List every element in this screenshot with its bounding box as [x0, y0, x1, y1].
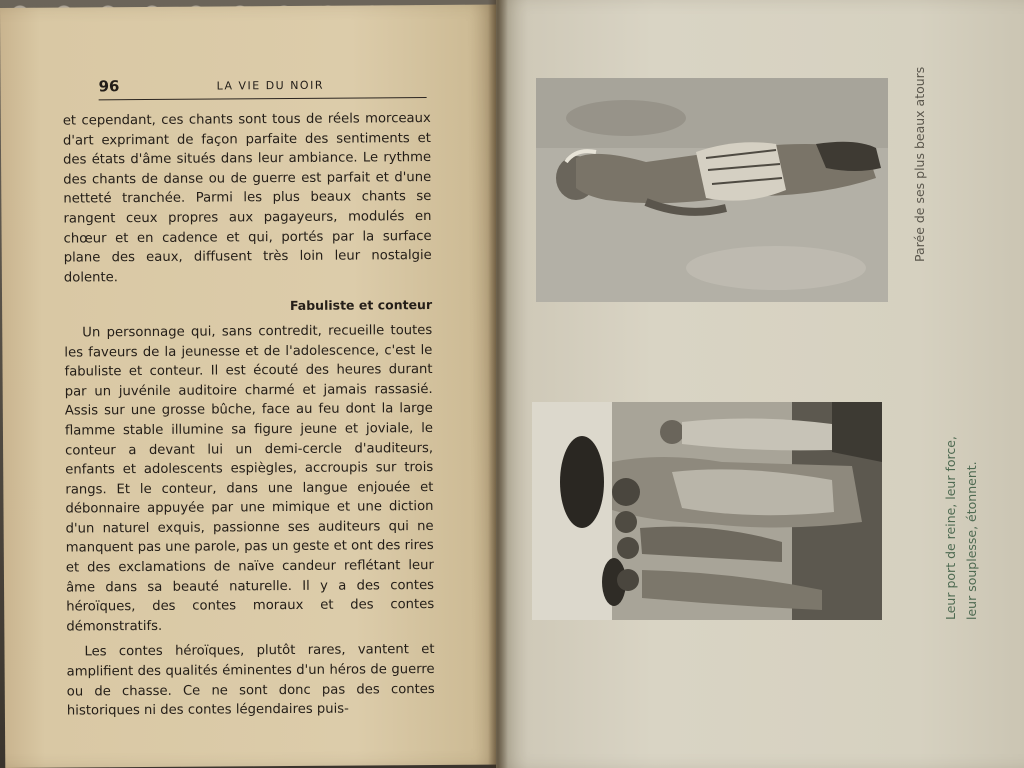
caption-photo-2-line-1: Leur port de reine, leur force, — [943, 436, 958, 620]
paragraph-3: Les contes héroïques, plutôt rares, vantent et amplifient des qualités éminentes d'un héros de guerre ou de chasse. Ce ne sont donc pas des contes historiques ni des contes légendaires puis- — [66, 642, 435, 719]
body-text — [63, 109, 435, 721]
photo-group-women-image — [532, 402, 882, 620]
left-page — [0, 5, 505, 768]
section-heading: Fabuliste et conteur — [289, 297, 433, 314]
page-number: 96 — [98, 77, 120, 96]
running-title: LA VIE DU NOIR — [216, 78, 325, 93]
photo-adorned-woman-image — [536, 78, 888, 302]
paragraph-2: Un personnage qui, sans contredit, recueille toutes les faveurs de la jeunesse et de l'adolescence, c'est le fabuliste et conteur. Il est écouté des heures durant par un juvénile auditoire charmé et jamais rassasié. Assis sur une grosse bûche, face au feu dont la large flamme stable illumine sa figure jeune et joviale, le conteur a devant lui un demi-cercle d'auditeurs, enfants et adolescents espiègles, accroupis sur trois rangs. Et le conteur, dans une langue enjouée et débonnaire appuyée par une mimique et une diction d'un naturel exquis, passionne ses auditeurs qui ne manquent pas une parole, pas un geste et ont des rires et des exclamations de naïve candeur reflétant leur âme dans sa beauté naturelle. Il y a des contes héroïques, des contes moraux et des contes démonstratifs. — [64, 322, 435, 635]
paragraph-1: et cependant, ces chants sont tous de réels morceaux d'art exprimant de façon parfaite des sentiments et des états d'âme situés dans leur ambiance. Le rythme des chants de danse ou de guerre est parfait et d'une netteté tranchée. Parmi les plus beaux chants se rangent ceux propres aux pagayeurs, modulés en chœur et en cadence et qui, portés par la surface plane des eaux, diffusent très loin leur nostalgie dolente. — [62, 110, 432, 286]
caption-photo-1: Parée de ses plus beaux atours — [912, 66, 927, 262]
photo-adorned-woman — [536, 78, 888, 302]
book-gutter — [488, 0, 508, 768]
caption-photo-2 — [940, 436, 982, 620]
photo-group-women — [532, 402, 882, 620]
running-head — [98, 75, 426, 100]
caption-photo-2-line-2: leur souplesse, étonnent. — [964, 461, 979, 620]
